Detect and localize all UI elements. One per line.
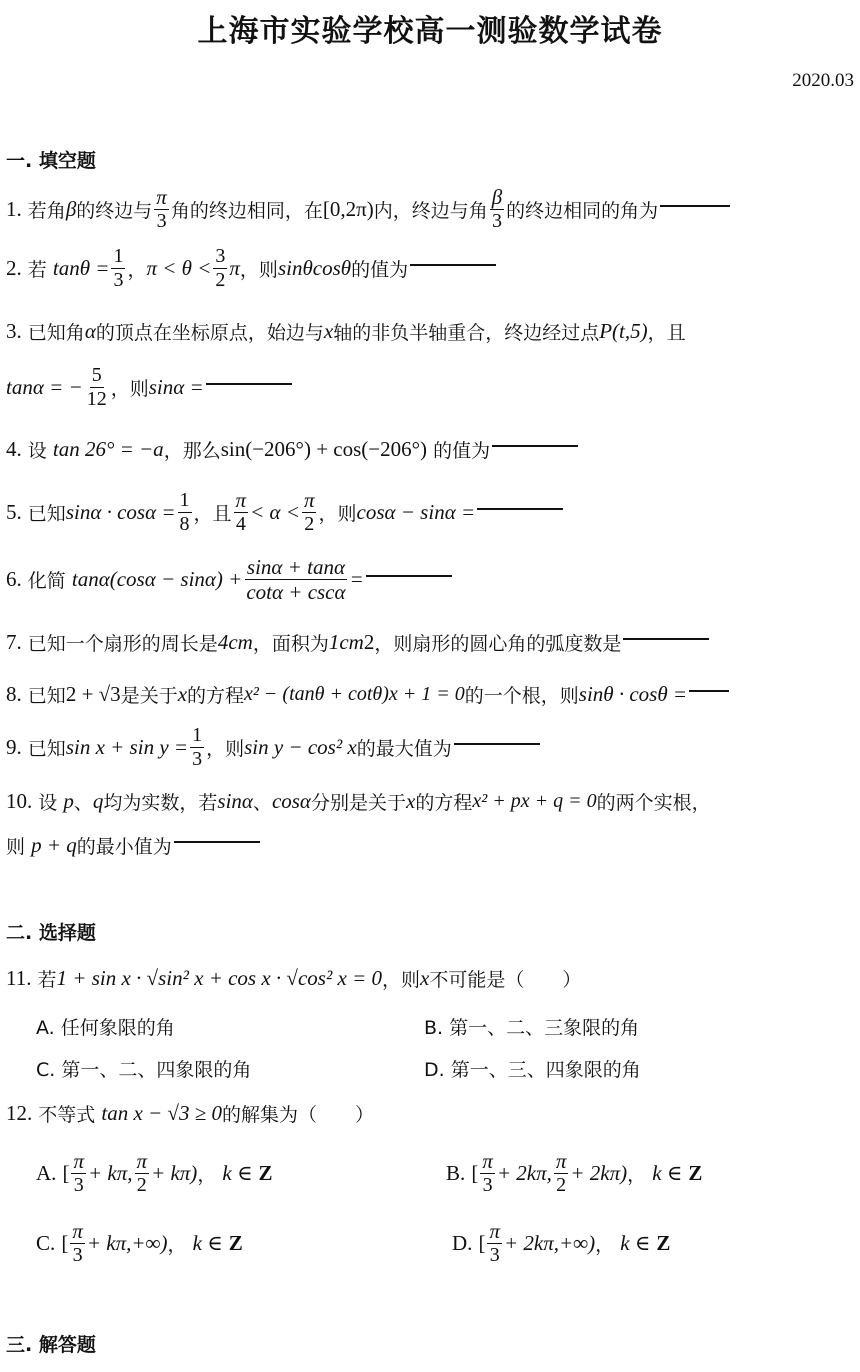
fraction: $\frac{\beta}{3}$ — [491, 185, 503, 233]
question-6: 6. 化简 tanα(cosα − sinα) + $\frac{\sin\alpha + \tan\alpha}{\cot\alpha + \csc\alpha}$ = — [6, 556, 856, 603]
answer-blank[interactable] — [366, 574, 452, 577]
answer-blank[interactable] — [477, 507, 563, 510]
answer-blank[interactable] — [174, 840, 260, 843]
fraction: $\frac{1}{3}$ — [192, 724, 203, 770]
q12-option-a[interactable]: A. [ $\frac{\pi}{3}$ + kπ, $\frac{\pi}{2}$ + kπ) ， k ∈ Z — [36, 1149, 273, 1197]
answer-blank[interactable] — [689, 689, 729, 692]
question-11: 11. 若 1 + sin x · √sin² x + cos x · √cos² x = 0 ，则 x 不可能是（ ） — [6, 966, 582, 991]
fraction: $\frac{\pi}{4}$ — [235, 488, 247, 536]
answer-blank[interactable] — [492, 444, 578, 447]
q11-option-b[interactable]: B. 第一、二、三象限的角 — [424, 1017, 640, 1039]
question-1: 1. 若角 β 的终边与 $\frac{\pi}{3}$ 角的终边相同，在 [0,2π) 内，终边与角 $\frac{\beta}{3}$ 的终边相同的角为 — [6, 186, 856, 232]
fraction: $\frac{5}{12}$ — [86, 364, 107, 410]
fraction: $\frac{3}{2}$ — [215, 245, 226, 291]
fraction: $\frac{1}{8}$ — [179, 488, 190, 535]
fraction: $\frac{\sin\alpha + \tan\alpha}{\cot\alpha + \csc\alpha}$ — [246, 555, 346, 605]
section-choice-heading: 二. 选择题 — [6, 922, 96, 944]
q12-option-d[interactable]: D. [ $\frac{\pi}{3}$ + 2kπ,+∞) ， k ∈ Z — [452, 1219, 671, 1267]
q11-option-a[interactable]: A. 任何象限的角 — [36, 1017, 175, 1039]
question-5: 5. 已知 sinα · cosα = $\frac{1}{8}$ ，且 $\frac{\pi}{4}$ < α < $\frac{\pi}{2}$ ，则 cosα − sinα = — [6, 489, 856, 535]
q11-option-c[interactable]: C. 第一、二、四象限的角 — [36, 1059, 252, 1081]
question-2: 2. 若 tanθ = $\frac{1}{3}$ ， π < θ < $\frac{3}{2}$ π ，则 sinθcosθ 的值为 — [6, 246, 856, 291]
q11-option-d[interactable]: D. 第一、三、四象限的角 — [424, 1059, 641, 1081]
question-4: 4. 设 tan 26° = −a ，那么 sin(−206°) + cos(−206°) 的值为 — [6, 436, 856, 463]
page-title: 上海市实验学校高一测验数学试卷 — [197, 14, 663, 49]
answer-blank[interactable] — [410, 263, 496, 266]
question-10-line-2: 则 p + q 的最小值为 — [6, 832, 856, 859]
question-12: 12. 不等式 tan x − √3 ≥ 0 的解集为（ ） — [6, 1101, 375, 1126]
question-3-line-2: tanα = − $\frac{5}{12}$ ，则 sinα = — [6, 365, 856, 410]
fraction: $\frac{\pi}{3}$ — [156, 185, 167, 233]
question-8: 8. 已知 2 + √3 是关于 x 的方程 x² − (tanθ + cotθ)x + 1 = 0 的一个根，则 sinθ · cosθ = — [6, 681, 856, 708]
question-10-line-1: 10. 设 p 、 q 均为实数，若 sinα 、 cosα 分别是关于 x 的方程 x² + px + q = 0 的两个实根， — [6, 789, 711, 814]
q12-option-c[interactable]: C. [ $\frac{\pi}{3}$ + kπ,+∞) ， k ∈ Z — [36, 1219, 243, 1267]
fraction: $\frac{1}{3}$ — [113, 245, 124, 291]
question-9: 9. 已知 sin x + sin y = $\frac{1}{3}$ ，则 sin y − cos² x 的最大值为 — [6, 725, 856, 770]
answer-blank[interactable] — [623, 637, 709, 640]
exam-date: 2020.03 — [792, 70, 854, 91]
answer-blank[interactable] — [206, 382, 292, 385]
answer-blank[interactable] — [454, 742, 540, 745]
answer-blank[interactable] — [660, 204, 730, 207]
question-7: 7. 已知一个扇形的周长是 4cm ，面积为 1cm 2 ，则扇形的圆心角的弧度数是 — [6, 629, 856, 656]
fraction: $\frac{\pi}{2}$ — [303, 488, 315, 536]
q12-option-b[interactable]: B. [ $\frac{\pi}{3}$ + 2kπ, $\frac{\pi}{2}$ + 2kπ) ， k ∈ Z — [446, 1149, 703, 1197]
section-fill-in-heading: 一. 填空题 — [6, 150, 96, 172]
section-answer-heading: 三. 解答题 — [6, 1334, 96, 1356]
question-3-line-1: 3. 已知角 α 的顶点在坐标原点，始边与 x 轴的非负半轴重合，终边经过点 P(t,5) ，且 — [6, 319, 686, 344]
